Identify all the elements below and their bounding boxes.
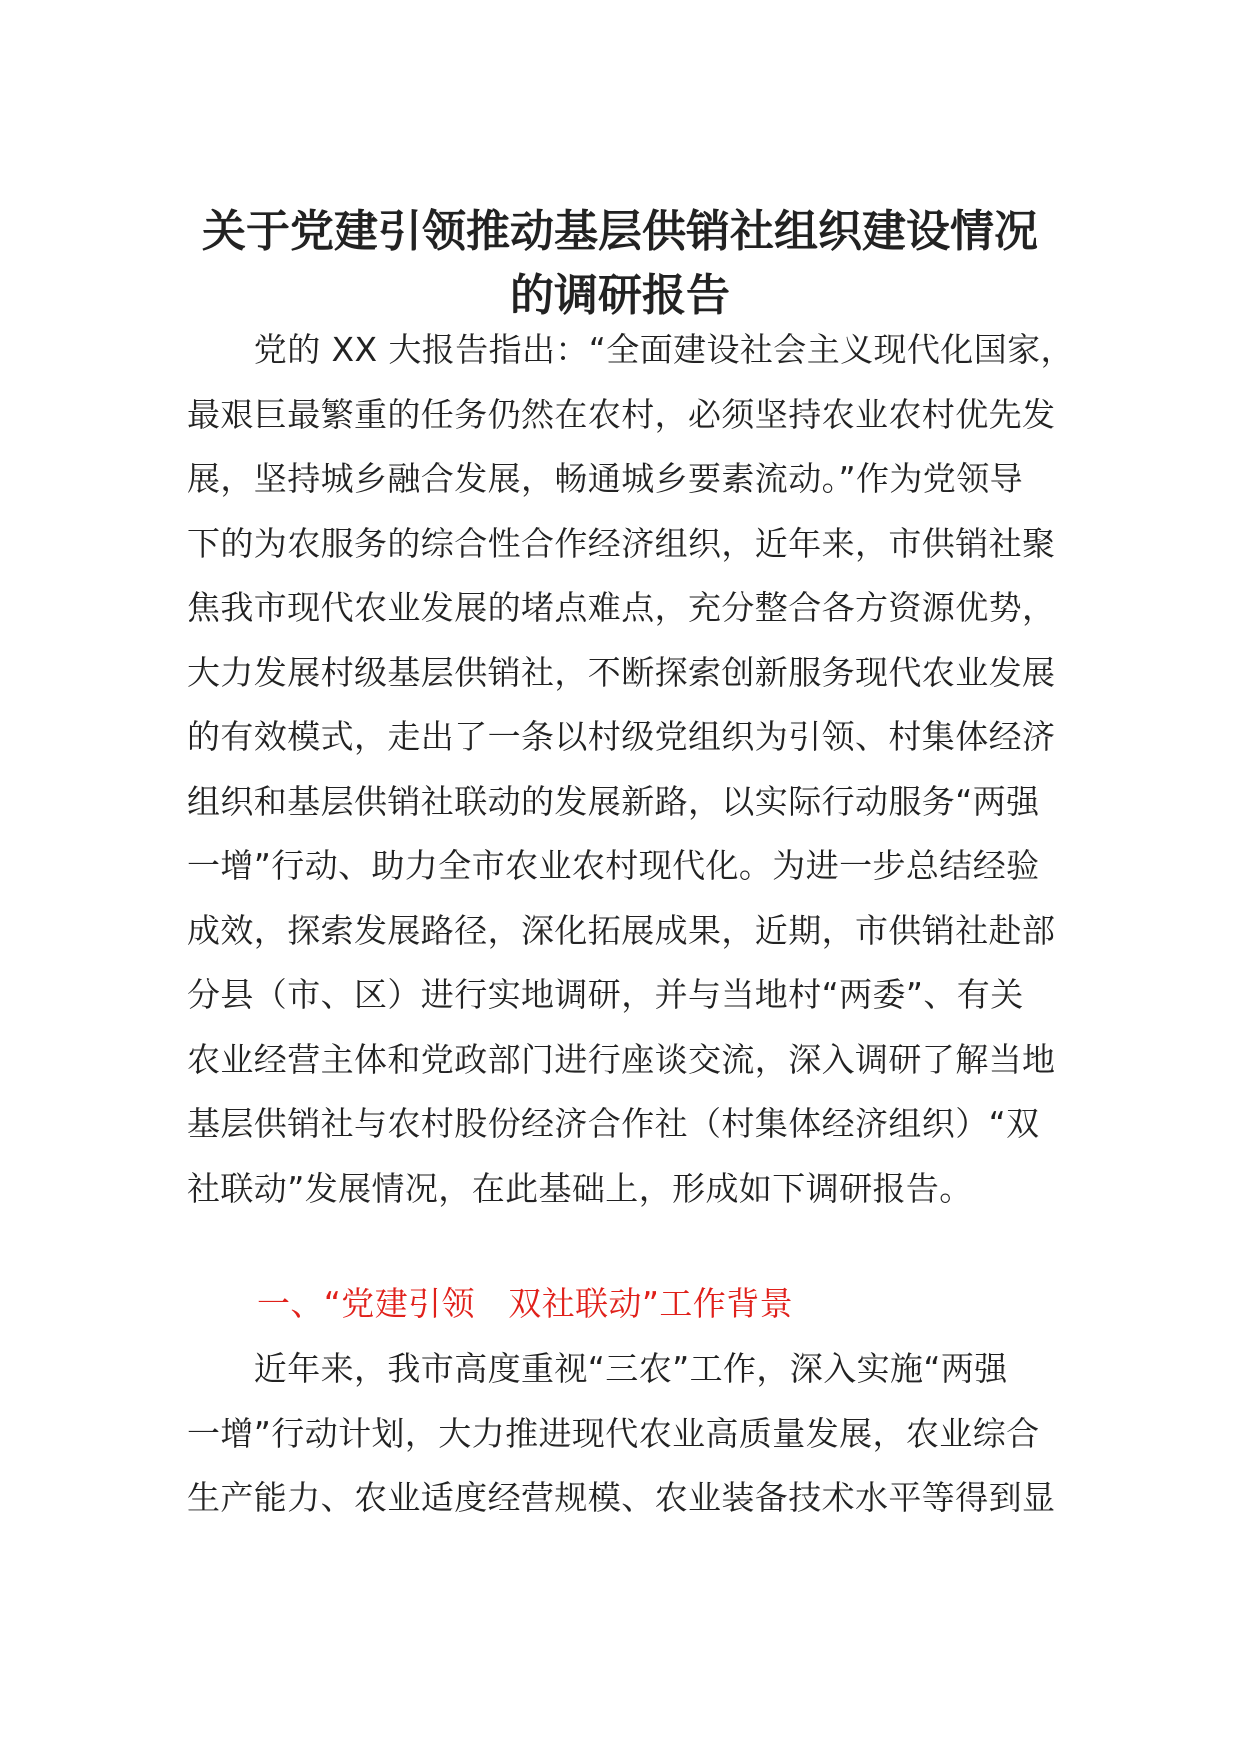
paragraph-line: 社联动”发展情况，在此基础上，形成如下调研报告。: [187, 1168, 973, 1208]
section-1-paragraph: [187, 1337, 1056, 1531]
paragraph-line: 生产能力、农业适度经营规模、农业装备技术水平等得到显: [187, 1478, 1056, 1517]
paragraph-line: 一增”行动、助力全市农业农村现代化。为进一步总结经验: [187, 846, 1040, 885]
paragraph-line: 最艰巨最繁重的任务仍然在农村，必须坚持农业农村优先发: [187, 394, 1056, 434]
paragraph-line: 分县（市、区）进行实地调研，并与当地村“两委”、有关: [187, 975, 1024, 1014]
paragraph-line: 农业经营主体和党政部门进行座谈交流，深入调研了解当地: [187, 1039, 1056, 1079]
paragraph-line: 焦我市现代农业发展的堵点难点，充分整合各方资源优势，: [187, 588, 1056, 627]
document-title-line-1: 关于党建引领推动基层供销社组织建设情况: [202, 206, 1038, 257]
section-heading-1: 一、“党建引领 双社联动”工作背景: [257, 1284, 793, 1323]
paragraph-line: 的有效模式，走出了一条以村级党组织为引领、村集体经济: [187, 717, 1056, 756]
intro-paragraph: [187, 318, 1074, 1221]
document-title-line-2: 的调研报告: [510, 270, 730, 321]
paragraph-line: 组织和基层供销社联动的发展新路，以实际行动服务“两强: [187, 781, 1040, 821]
paragraph-line: 下的为农服务的综合性合作经济组织，近年来，市供销社聚: [187, 523, 1056, 563]
paragraph-line: 基层供销社与农村股份经济合作社（村集体经济组织）“双: [187, 1104, 1040, 1143]
paragraph-line: 近年来，我市高度重视“三农”工作，深入实施“两强: [187, 1349, 1008, 1388]
paragraph-line: 展，坚持城乡融合发展，畅通城乡要素流动。”作为党领导: [187, 459, 1023, 498]
paragraph-line: 大力发展村级基层供销社，不断探索创新服务现代农业发展: [187, 652, 1056, 692]
paragraph-line: 一增”行动计划，大力推进现代农业高质量发展，农业综合: [187, 1413, 1040, 1453]
paragraph-line: 党的 XX 大报告指出：“全面建设社会主义现代化国家，: [187, 330, 1074, 369]
paragraph-line: 成效，探索发展路径，深化拓展成果，近期，市供销社赴部: [187, 910, 1056, 950]
